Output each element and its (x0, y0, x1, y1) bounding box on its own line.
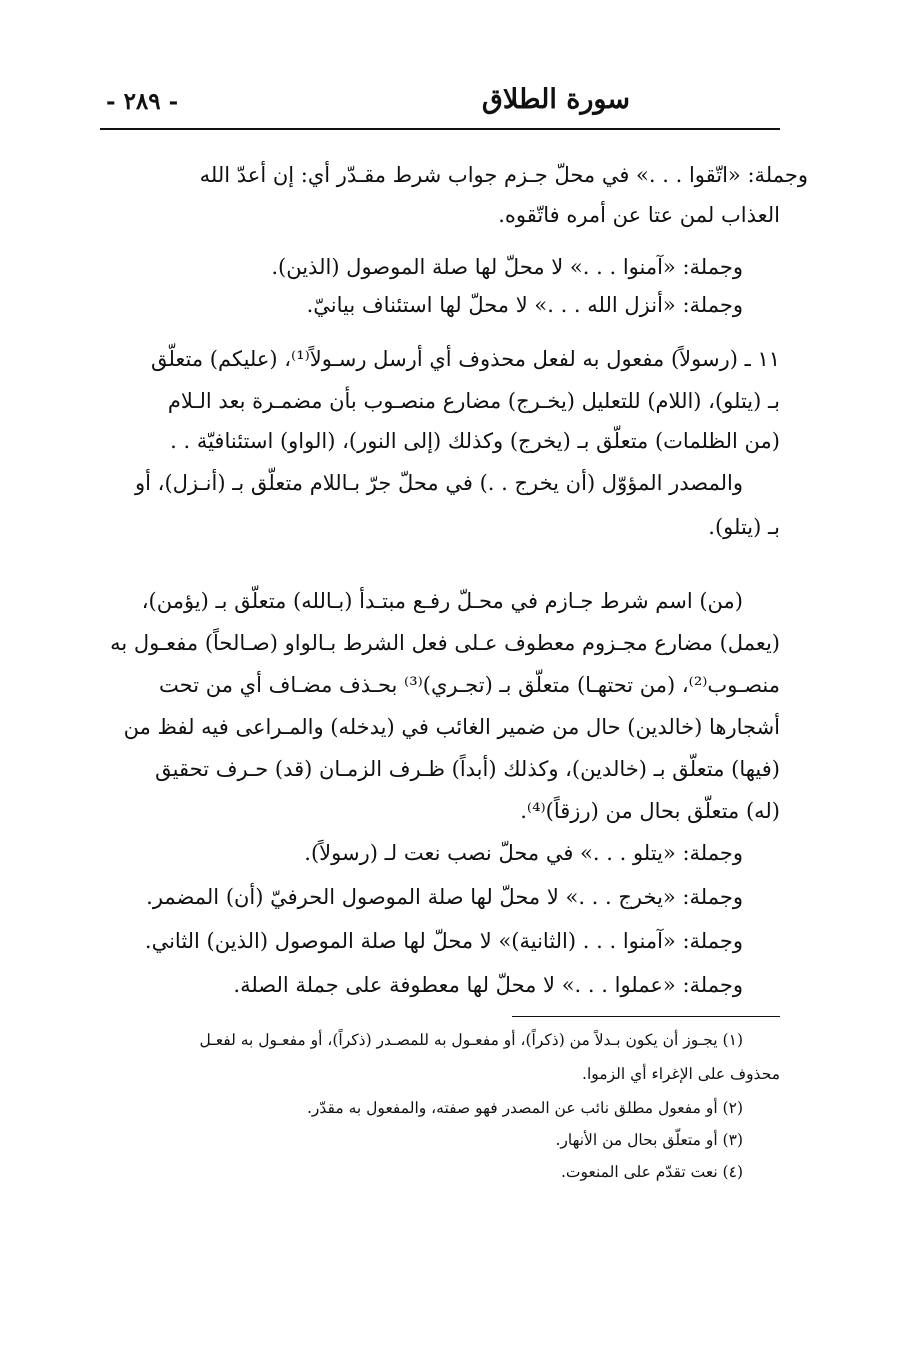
text-line: (فيها) متعلّق بـ (خالدين)، وكذلك (أبداً) ظـرف الزمـان (قد) حـرف تحقيق (155, 757, 780, 781)
page-number: - ٢٨٩ - (106, 88, 179, 115)
text-line: (من) اسم شرط جـازم في محـلّ رفـع مبتـدأ (بـالله) متعلّق بـ (يؤمن)، (141, 589, 743, 613)
text-line: (له) متعلّق بحال من (رزقاً)⁽⁴⁾. (520, 799, 780, 823)
text-line: العذاب لمن عتا عن أمره فاتّقوه. (498, 203, 780, 227)
page-header (100, 78, 780, 130)
text-line: وجملة: «آمنوا . . .» لا محلّ لها صلة الموصول (الذين). (271, 255, 743, 279)
text-line: أشجارها (خالدين) حال من ضمير الغائب في (يدخله) والمـراعى فيه لفظ من (123, 715, 780, 739)
footnote-line: (٢) أو مفعول مطلق نائب عن المصدر فهو صفته، والمفعول به مقدّر. (307, 1099, 743, 1117)
text-line: وجملة: «أنزل الله . . .» لا محلّ لها استئناف بيانيّ. (306, 293, 743, 317)
footnote-line: (٤) نعت تقدّم على المنعوت. (560, 1163, 743, 1181)
footnote-line: محذوف على الإغراء أي الزموا. (582, 1065, 780, 1083)
text-line: بـ (يتلو). (708, 515, 780, 539)
text-line: وجملة: «يتلو . . .» في محلّ نصب نعت لـ (رسولاً). (304, 841, 743, 865)
text-line: وجملة: «اتّقوا . . .» في محلّ جـزم جواب شرط مقـدّر أي: إن أعدّ الله (199, 163, 808, 187)
text-line: (يعمل) مضارع مجـزوم معطوف عـلى فعل الشرط بـالواو (صـالحاً) مفعـول به (110, 631, 780, 655)
text-line: منصـوب⁽²⁾، (من تحتهـا) متعلّق بـ (تجـري)⁽³⁾ بحـذف مضـاف أي من تحت (159, 673, 780, 697)
surah-title: سورة الطلاق (481, 84, 630, 115)
text-line: وجملة: «يخرج . . .» لا محلّ لها صلة الموصول الحرفيّ (أن) المضمر. (146, 885, 743, 909)
text-line: وجملة: «آمنوا . . . (الثانية)» لا محلّ لها صلة الموصول (الذين) الثاني. (144, 929, 743, 953)
text-line: وجملة: «عملوا . . .» لا محلّ لها معطوفة على جملة الصلة. (233, 973, 743, 997)
footnote-separator (512, 1016, 780, 1017)
text-line: والمصدر المؤوّل (أن يخرج . .) في محلّ جرّ بـاللام متعلّق بـ (أنـزل)، أو (135, 471, 743, 495)
footnote-line: (١) يجـوز أن يكون بـدلاً من (ذكراً)، أو مفعـول به للمصـدر (ذكراً)، أو مفعـول به لفعـل (199, 1031, 743, 1049)
text-line: ١١ ـ (رسولاً) مفعول به لفعل محذوف أي أرسل رسـولاً⁽¹⁾، (عليكم) متعلّق (150, 347, 780, 371)
text-line: (من الظلمات) متعلّق بـ (يخرج) وكذلك (إلى النور)، (الواو) استئنافيّة . . (170, 429, 780, 453)
footnote-line: (٣) أو متعلّق بحال من الأنهار. (555, 1131, 743, 1149)
text-line: بـ (يتلو)، (اللام) للتعليل (يخـرج) مضارع منصـوب بأن مضمـرة بعد الـلام (167, 389, 780, 413)
